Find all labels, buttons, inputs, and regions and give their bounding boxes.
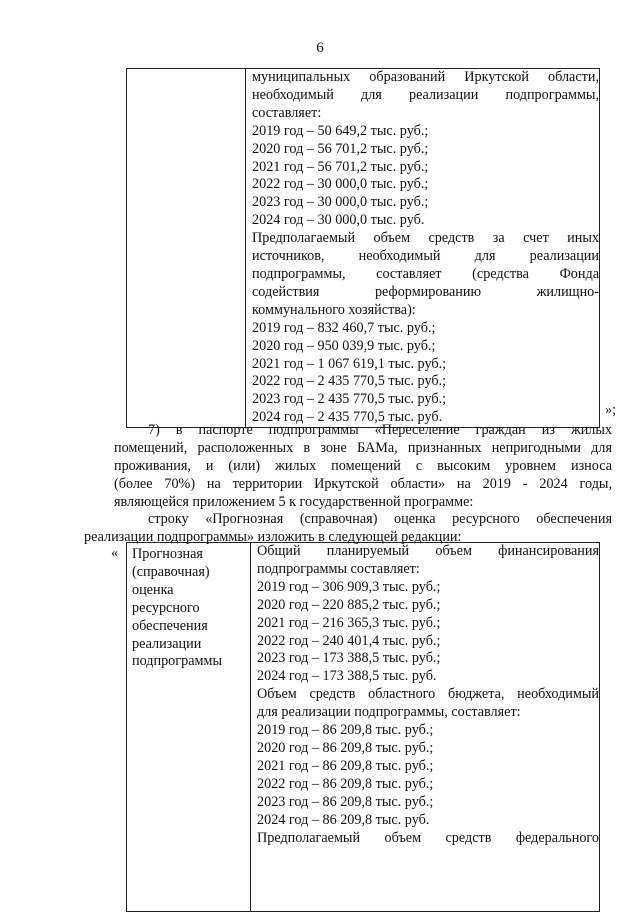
label-line: обеспечения bbox=[132, 617, 208, 634]
text-line: муниципальных образований Иркутской области, bbox=[252, 69, 599, 85]
text-line: для реализации подпрограммы, составляет: bbox=[257, 704, 521, 721]
label-line: (справочная) bbox=[132, 563, 210, 580]
text-line: строку «Прогнозная (справочная) оценка ресурсного обеспечения bbox=[148, 511, 612, 527]
text-line: коммунального хозяйства): bbox=[252, 301, 416, 318]
funding-table-continued bbox=[126, 68, 600, 428]
text-line: 2020 год – 56 701,2 тыс. руб.; bbox=[252, 140, 429, 157]
text-line: 2021 год – 56 701,2 тыс. руб.; bbox=[252, 158, 429, 175]
text-line: 2023 год – 30 000,0 тыс. руб.; bbox=[252, 194, 429, 211]
funding-table-right-cell bbox=[246, 69, 600, 428]
forecast-row-value-cell bbox=[251, 543, 600, 912]
text-line: 2019 год – 306 909,3 тыс. руб.; bbox=[257, 578, 441, 595]
label-line: подпрограммы bbox=[132, 653, 222, 670]
forecast-resource-table bbox=[126, 542, 600, 912]
text-line: 2019 год – 50 649,2 тыс. руб.; bbox=[252, 122, 429, 139]
label-line: оценка bbox=[132, 581, 174, 598]
text-line: 2024 год – 2 435 770,5 тыс. руб. bbox=[252, 409, 443, 426]
text-line: необходимый для реализации подпрограммы, bbox=[252, 86, 599, 103]
text-line: 2019 год – 832 460,7 тыс. руб.; bbox=[252, 319, 436, 336]
label-line: ресурсного bbox=[132, 599, 200, 616]
text-line: Общий планируемый объем финансирования bbox=[257, 543, 599, 559]
forecast-row-label bbox=[132, 546, 250, 671]
text-line: Объем средств областного бюджета, необходимый bbox=[257, 686, 599, 703]
text-line: 2023 год – 2 435 770,5 тыс. руб.; bbox=[252, 391, 447, 408]
label-line: Прогнозная bbox=[132, 546, 203, 562]
forecast-row-label-cell bbox=[127, 543, 251, 912]
text-line: 7) в паспорте подпрограммы «Переселение граждан из жилых bbox=[148, 422, 612, 438]
text-line: 2022 год – 30 000,0 тыс. руб.; bbox=[252, 176, 429, 193]
text-line: 2019 год – 86 209,8 тыс. руб.; bbox=[257, 722, 434, 739]
text-line: 2022 год – 240 401,4 тыс. руб.; bbox=[257, 632, 441, 649]
text-line: Предполагаемый объем средств федерального bbox=[257, 829, 599, 846]
text-line: 2021 год – 1 067 619,1 тыс. руб.; bbox=[252, 355, 447, 372]
amendment-paragraph-7 bbox=[114, 422, 612, 512]
text-line: 2023 год – 173 388,5 тыс. руб.; bbox=[257, 650, 441, 667]
funding-lines bbox=[252, 69, 599, 427]
text-line: помещений, расположенных в зоне БАМа, признанных непригодными для bbox=[114, 439, 612, 456]
text-line: 2020 год – 950 039,9 тыс. руб.; bbox=[252, 337, 436, 354]
text-line: реализации подпрограммы» изложить в следующей редакции: bbox=[84, 528, 462, 545]
text-line: 2021 год – 86 209,8 тыс. руб.; bbox=[257, 757, 434, 774]
text-line: проживания, и (или) жилых помещений с высоким уровнем износа bbox=[114, 457, 612, 474]
text-line: содействия реформированию жилищно- bbox=[252, 283, 599, 300]
opening-quote: « bbox=[111, 545, 119, 561]
closing-quote: »; bbox=[605, 402, 617, 418]
text-line: 2020 год – 220 885,2 тыс. руб.; bbox=[257, 596, 441, 613]
forecast-lines bbox=[257, 543, 599, 847]
text-line: составляет: bbox=[252, 104, 322, 121]
text-line: подпрограммы составляет: bbox=[257, 560, 420, 577]
text-line: подпрограммы, составляет (средства Фонда bbox=[252, 265, 599, 282]
text-line: 2022 год – 2 435 770,5 тыс. руб.; bbox=[252, 373, 447, 390]
text-line: источников, необходимый для реализации bbox=[252, 248, 599, 265]
text-line: (более 70%) на территории Иркутской области» на 2019 - 2024 годы, bbox=[114, 475, 612, 492]
text-line: 2023 год – 86 209,8 тыс. руб.; bbox=[257, 793, 434, 810]
funding-table-left-cell bbox=[127, 69, 246, 428]
text-line: 2024 год – 173 388,5 тыс. руб. bbox=[257, 668, 437, 685]
text-line: 2024 год – 30 000,0 тыс. руб. bbox=[252, 212, 425, 229]
text-line: 2021 год – 216 365,3 тыс. руб.; bbox=[257, 614, 441, 631]
paragraph-7-lines bbox=[114, 422, 612, 512]
text-line: 2022 год – 86 209,8 тыс. руб.; bbox=[257, 775, 434, 792]
page-number: 6 bbox=[316, 40, 324, 56]
text-line: являющейся приложением 5 к государственной программе: bbox=[114, 493, 474, 510]
label-line: реализации bbox=[132, 635, 202, 652]
text-line: 2024 год – 86 209,8 тыс. руб. bbox=[257, 811, 430, 828]
text-line: Предполагаемый объем средств за счет иных bbox=[252, 230, 599, 247]
text-line: 2020 год – 86 209,8 тыс. руб.; bbox=[257, 739, 434, 756]
